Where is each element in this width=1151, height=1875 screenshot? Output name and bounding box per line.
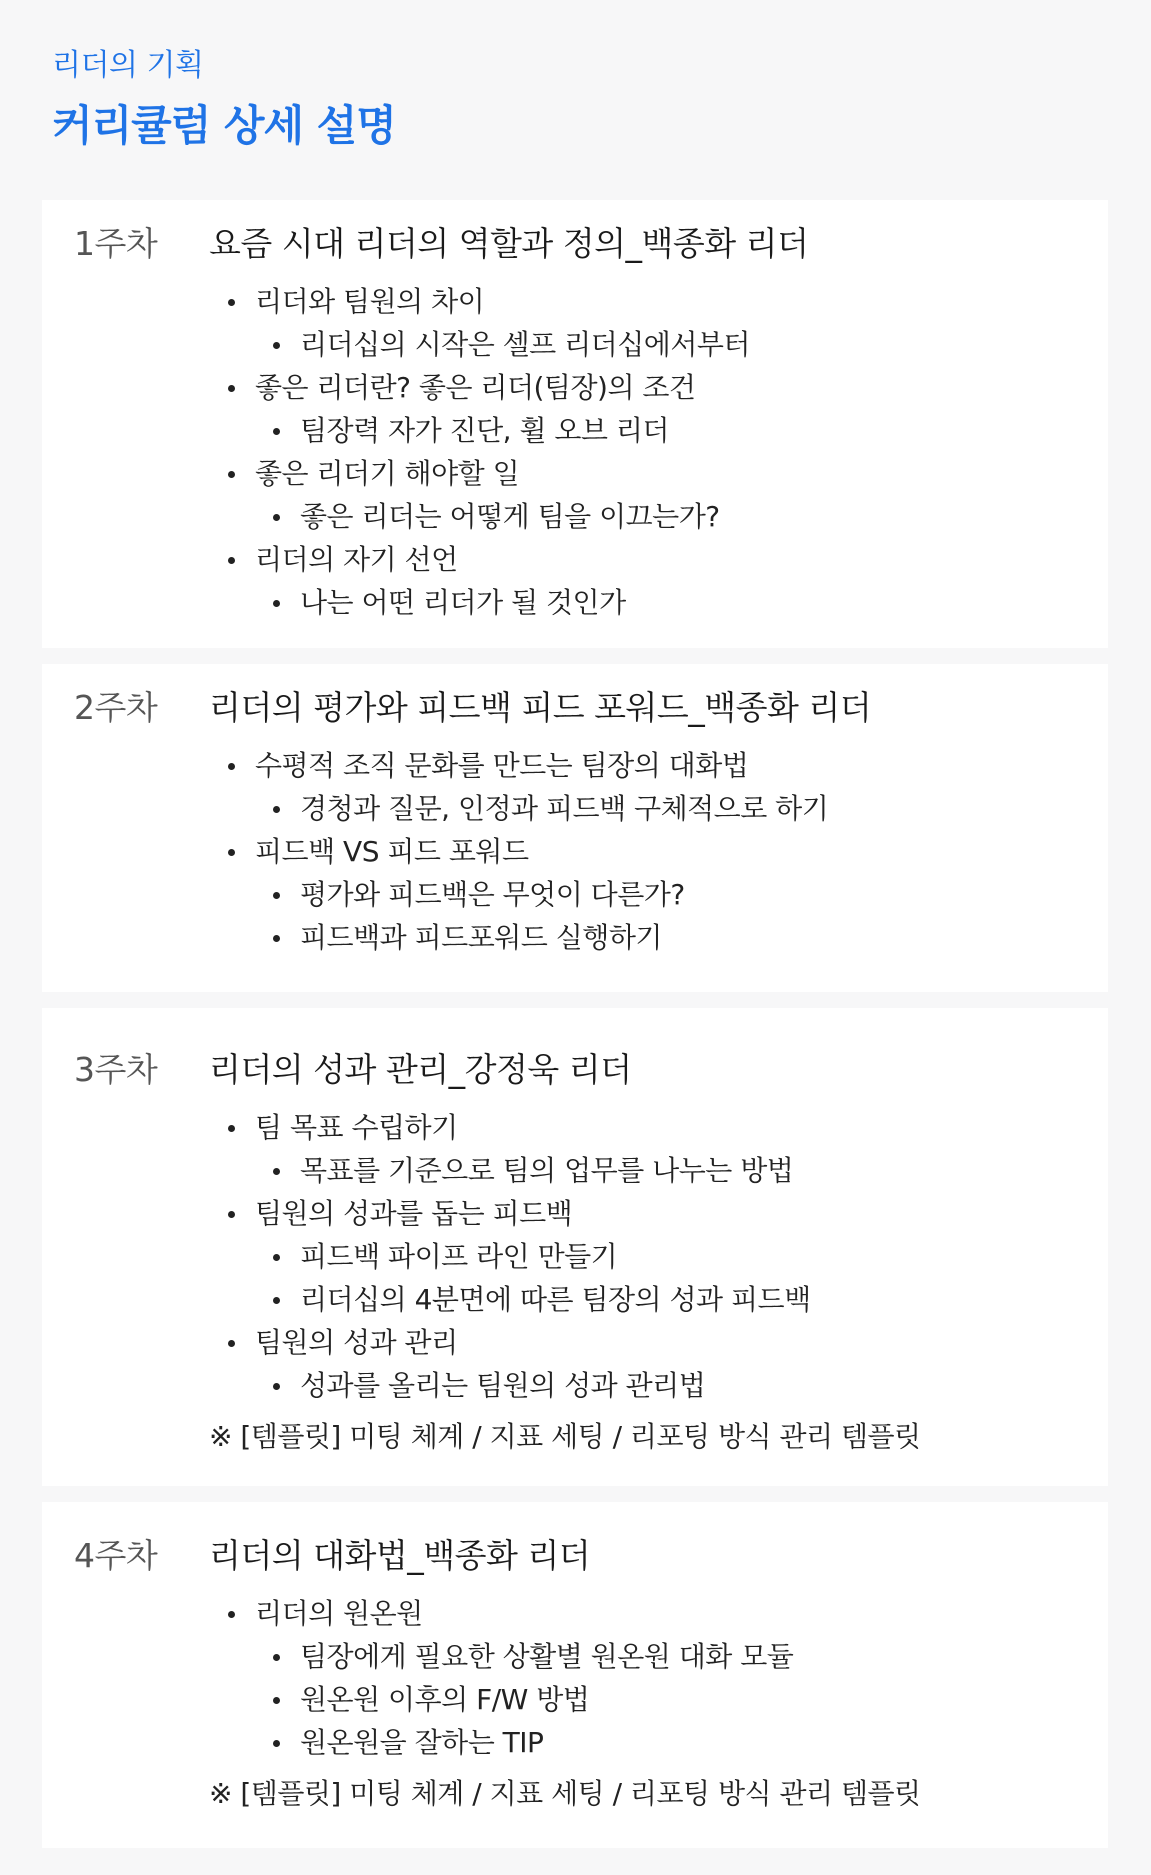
list-item bbox=[209, 830, 1088, 873]
list-item-text: 성과를 올리는 팀원의 성과 관리법 bbox=[300, 1369, 706, 1402]
sub-list-item bbox=[209, 323, 1088, 366]
bullet-icon bbox=[228, 557, 235, 564]
list-item-text: 피드백과 피드포워드 실행하기 bbox=[300, 921, 662, 954]
week-label: 3주차 bbox=[74, 1050, 158, 1089]
sub-list-item bbox=[209, 409, 1088, 452]
list-item bbox=[209, 1192, 1088, 1235]
page-eyebrow: 리더의 기획 bbox=[52, 48, 204, 83]
week-content bbox=[209, 222, 1088, 624]
list-item-text: 좋은 리더기 해야할 일 bbox=[255, 457, 520, 490]
list-item bbox=[209, 1592, 1088, 1635]
topic-list bbox=[209, 280, 1088, 624]
sub-list-item bbox=[209, 1235, 1088, 1278]
bullet-icon bbox=[273, 1254, 280, 1261]
bullet-icon bbox=[273, 1168, 280, 1175]
bullet-icon bbox=[228, 1125, 235, 1132]
week-topic-title: 리더의 대화법_백종화 리더 bbox=[209, 1536, 591, 1575]
list-item-text: 평가와 피드백은 무엇이 다른가? bbox=[300, 878, 685, 911]
page-header bbox=[52, 46, 396, 154]
list-item bbox=[209, 1106, 1088, 1149]
week-label: 2주차 bbox=[74, 688, 158, 727]
sub-list-item bbox=[209, 787, 1088, 830]
list-item-text: 나는 어떤 리더가 될 것인가 bbox=[300, 586, 626, 619]
bullet-icon bbox=[273, 1697, 280, 1704]
list-item bbox=[209, 280, 1088, 323]
sub-list-item bbox=[209, 1635, 1088, 1678]
sub-list-item bbox=[209, 1278, 1088, 1321]
sub-list-item bbox=[209, 495, 1088, 538]
list-item-text: 경청과 질문, 인정과 피드백 구체적으로 하기 bbox=[300, 792, 829, 825]
list-item-text: 리더십의 4분면에 따른 팀장의 성과 피드백 bbox=[300, 1283, 811, 1316]
sub-list-item bbox=[209, 1149, 1088, 1192]
list-item-text: 리더의 자기 선언 bbox=[255, 543, 458, 576]
bullet-icon bbox=[273, 1297, 280, 1304]
list-item-text: 팀 목표 수립하기 bbox=[255, 1111, 458, 1144]
sub-list-item bbox=[209, 1678, 1088, 1721]
bullet-icon bbox=[273, 514, 280, 521]
list-item-text: 좋은 리더는 어떻게 팀을 이끄는가? bbox=[300, 500, 720, 533]
bullet-icon bbox=[273, 806, 280, 813]
list-item-text: 피드백 파이프 라인 만들기 bbox=[300, 1240, 618, 1273]
topic-list bbox=[209, 1106, 1088, 1407]
bullet-icon bbox=[228, 1340, 235, 1347]
bullet-icon bbox=[273, 428, 280, 435]
list-item-text: 목표를 기준으로 팀의 업무를 나누는 방법 bbox=[300, 1154, 794, 1187]
list-item-text: 피드백 VS 피드 포워드 bbox=[255, 835, 529, 868]
sub-list-item bbox=[209, 581, 1088, 624]
list-item-text: 팀장에게 필요한 상활별 원온원 대화 모듈 bbox=[300, 1640, 794, 1673]
template-note: ※ [템플릿] 미팅 체계 / 지표 세팅 / 리포팅 방식 관리 템플릿 bbox=[209, 1420, 921, 1453]
list-item-text: 원온원 이후의 F/W 방법 bbox=[300, 1683, 590, 1716]
week-card-3 bbox=[42, 1008, 1108, 1486]
bullet-icon bbox=[228, 849, 235, 856]
sub-list-item bbox=[209, 873, 1088, 916]
week-label: 1주차 bbox=[74, 224, 158, 263]
bullet-icon bbox=[273, 1383, 280, 1390]
list-item bbox=[209, 744, 1088, 787]
sub-list-item bbox=[209, 1721, 1088, 1764]
sub-list-item bbox=[209, 1364, 1088, 1407]
list-item bbox=[209, 538, 1088, 581]
list-item-text: 수평적 조직 문화를 만드는 팀장의 대화법 bbox=[255, 749, 749, 782]
week-topic-title: 리더의 성과 관리_강정욱 리더 bbox=[209, 1050, 632, 1089]
bullet-icon bbox=[273, 600, 280, 607]
topic-list bbox=[209, 1592, 1088, 1764]
bullet-icon bbox=[273, 342, 280, 349]
list-item-text: 리더십의 시작은 셀프 리더십에서부터 bbox=[300, 328, 750, 361]
list-item-text: 팀원의 성과를 돕는 피드백 bbox=[255, 1197, 573, 1230]
week-content bbox=[209, 686, 1088, 959]
week-card-4 bbox=[42, 1502, 1108, 1848]
bullet-icon bbox=[273, 935, 280, 942]
list-item-text: 리더의 원온원 bbox=[255, 1597, 423, 1630]
bullet-icon bbox=[273, 1654, 280, 1661]
list-item-text: 좋은 리더란? 좋은 리더(팀장)의 조건 bbox=[255, 371, 696, 404]
list-item-text: 원온원을 잘하는 TIP bbox=[300, 1726, 544, 1759]
list-item-text: 리더와 팀원의 차이 bbox=[255, 285, 485, 318]
week-card-1 bbox=[42, 200, 1108, 648]
bullet-icon bbox=[228, 471, 235, 478]
list-item bbox=[209, 452, 1088, 495]
bullet-icon bbox=[273, 892, 280, 899]
list-item-text: 팀원의 성과 관리 bbox=[255, 1326, 458, 1359]
template-note: ※ [템플릿] 미팅 체계 / 지표 세팅 / 리포팅 방식 관리 템플릿 bbox=[209, 1777, 921, 1810]
week-label: 4주차 bbox=[74, 1536, 158, 1575]
page-title: 커리큘럼 상세 설명 bbox=[52, 101, 396, 150]
week-content bbox=[209, 1048, 1088, 1458]
week-topic-title: 요즘 시대 리더의 역할과 정의_백종화 리더 bbox=[209, 224, 809, 263]
bullet-icon bbox=[228, 385, 235, 392]
list-item bbox=[209, 1321, 1088, 1364]
list-item-text: 팀장력 자가 진단, 휠 오브 리더 bbox=[300, 414, 669, 447]
bullet-icon bbox=[228, 1611, 235, 1618]
bullet-icon bbox=[228, 763, 235, 770]
bullet-icon bbox=[228, 299, 235, 306]
week-content bbox=[209, 1534, 1088, 1815]
week-card-2 bbox=[42, 664, 1108, 992]
week-topic-title: 리더의 평가와 피드백 피드 포워드_백종화 리더 bbox=[209, 688, 872, 727]
sub-list-item bbox=[209, 916, 1088, 959]
topic-list bbox=[209, 744, 1088, 959]
bullet-icon bbox=[228, 1211, 235, 1218]
list-item bbox=[209, 366, 1088, 409]
bullet-icon bbox=[273, 1740, 280, 1747]
